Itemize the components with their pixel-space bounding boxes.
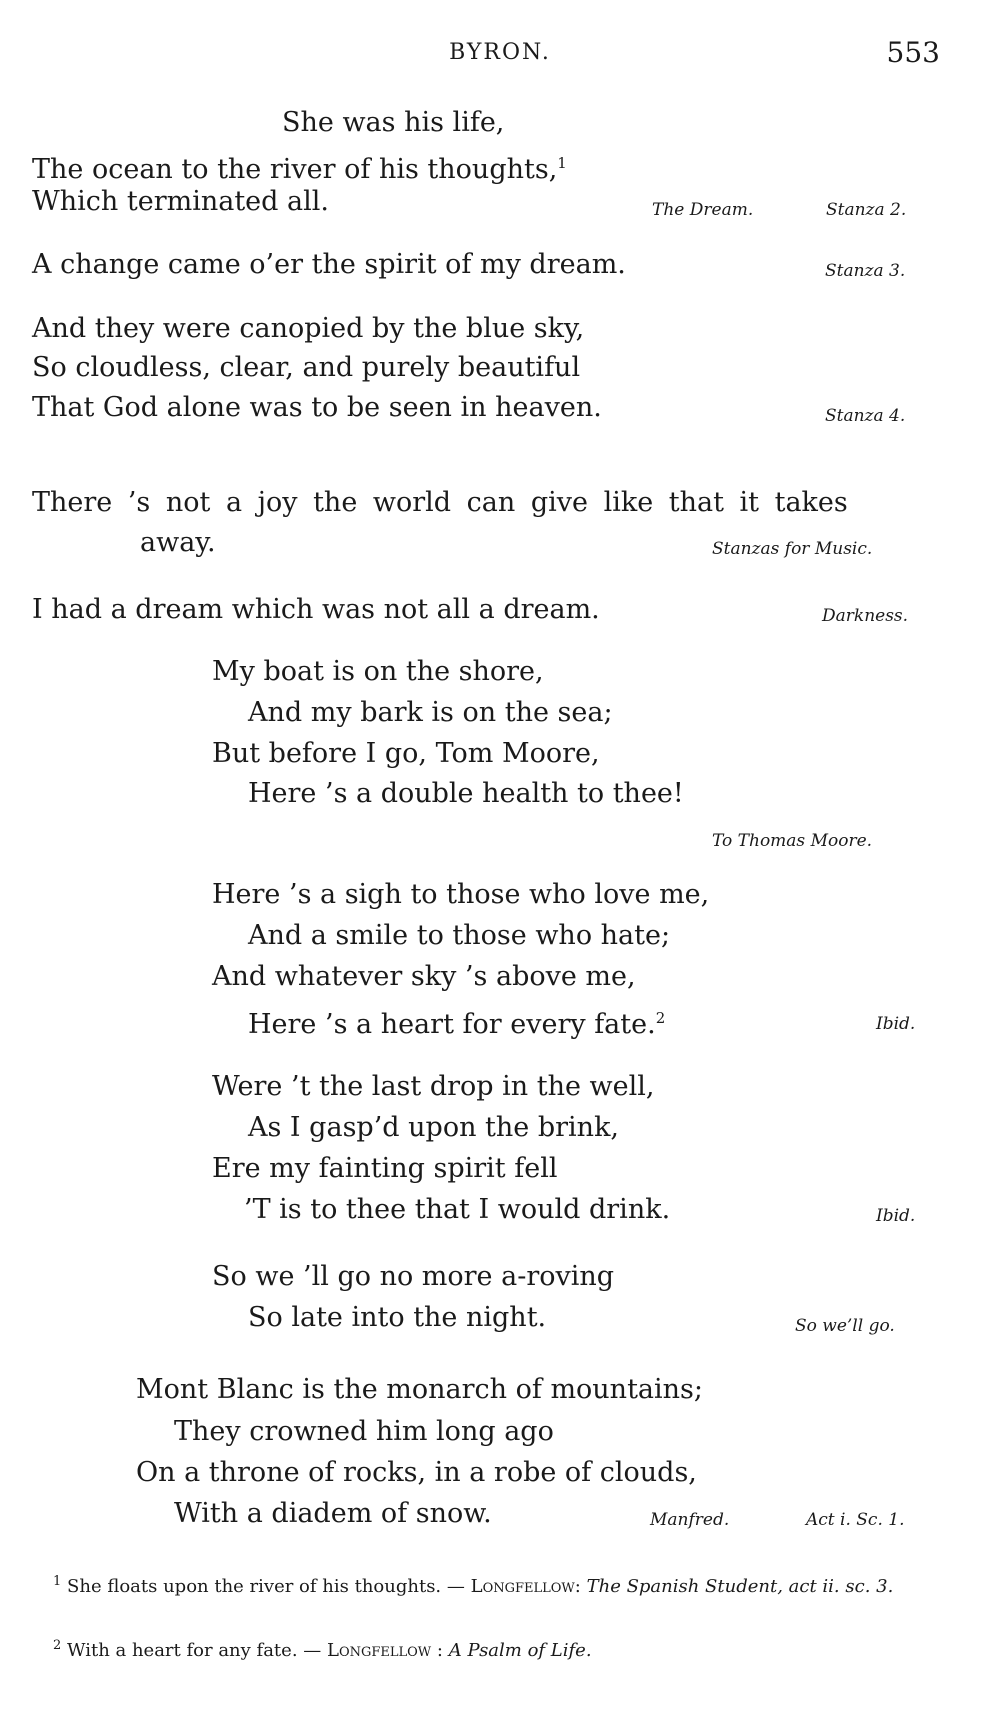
- verse-line: And my bark is on the sea;: [248, 697, 613, 728]
- verse-line: Here ’s a sigh to those who love me,: [212, 879, 710, 910]
- source-citation: So we’ll go.: [795, 1316, 895, 1336]
- verse-line: And whatever sky ’s above me,: [212, 961, 636, 992]
- verse-line: And they were canopied by the blue sky,: [32, 313, 585, 344]
- verse-line: Here ’s a double health to thee!: [248, 778, 684, 809]
- verse-line: away.: [140, 527, 216, 558]
- verse-line: Were ’t the last drop in the well,: [212, 1071, 655, 1102]
- verse-line: She was his life,: [282, 107, 505, 138]
- verse-line: So cloudless, clear, and purely beautiful: [32, 352, 581, 383]
- source-citation: Ibid.: [876, 1206, 916, 1226]
- verse-line: On a throne of rocks, in a robe of clouds,: [136, 1457, 697, 1488]
- source-citation: Manfred.: [650, 1510, 730, 1530]
- footnote-number: 1: [53, 1574, 62, 1589]
- footnote: $^2$ With a heart for any fate. — Longfellow : A Psalm of Life.: [53, 1638, 592, 1661]
- footnote-ref: 2: [655, 1009, 666, 1027]
- verse-line: I had a dream which was not all a dream.: [32, 594, 600, 625]
- verse-line: Mont Blanc is the monarch of mountains;: [136, 1374, 703, 1405]
- verse-line: That God alone was to be seen in heaven.: [32, 392, 602, 423]
- verse-line: Which terminated all.: [32, 186, 329, 217]
- verse-line: So late into the night.: [248, 1302, 547, 1333]
- verse-line: The ocean to the river of his thoughts,$^1$: [32, 154, 567, 185]
- verse-line: Ere my fainting spirit fell: [212, 1153, 558, 1184]
- running-head: BYRON.: [449, 40, 551, 65]
- verse-line: Here ’s a heart for every fate.$^2$: [248, 1009, 666, 1040]
- verse-line: But before I go, Tom Moore,: [212, 738, 600, 769]
- source-citation: Ibid.: [876, 1014, 916, 1034]
- source-citation: Stanzas for Music.: [712, 539, 873, 559]
- footnote-work: The Spanish Student, act ii. sc. 3.: [586, 1576, 894, 1597]
- footnote-ref: 1: [557, 154, 567, 172]
- source-citation-stanza: Stanza 2.: [826, 200, 907, 220]
- source-citation: The Dream.: [652, 200, 754, 220]
- footnote-number: 2: [53, 1638, 62, 1653]
- footnote-work: A Psalm of Life.: [448, 1640, 592, 1661]
- verse-line: There ’s not a joy the world can give like that it takes: [32, 487, 848, 518]
- verse-line: So we ’ll go no more a-roving: [212, 1261, 615, 1292]
- verse-line: With a diadem of snow.: [174, 1498, 492, 1529]
- verse-line: My boat is on the shore,: [212, 656, 544, 687]
- verse-line: They crowned him long ago: [174, 1416, 554, 1447]
- footnote: $^1$ She floats upon the river of his thoughts. — Longfellow: The Spanish Student, act ii. sc. 3.: [53, 1574, 894, 1597]
- page-number: 553: [886, 36, 940, 69]
- verse-line: A change came o’er the spirit of my dream.: [32, 249, 626, 280]
- source-citation: Darkness.: [822, 606, 909, 626]
- source-citation: To Thomas Moore.: [712, 831, 873, 851]
- footnote-author: Longfellow: [327, 1640, 432, 1661]
- source-citation-act: Act i. Sc. 1.: [806, 1510, 905, 1530]
- source-citation: Stanza 4.: [825, 406, 906, 426]
- source-citation: Stanza 3.: [825, 261, 906, 281]
- verse-line: And a smile to those who hate;: [248, 920, 671, 951]
- footnote-author: Longfellow: [470, 1576, 575, 1597]
- verse-line: ’T is to thee that I would drink.: [244, 1194, 671, 1225]
- verse-line: As I gasp’d upon the brink,: [248, 1112, 620, 1143]
